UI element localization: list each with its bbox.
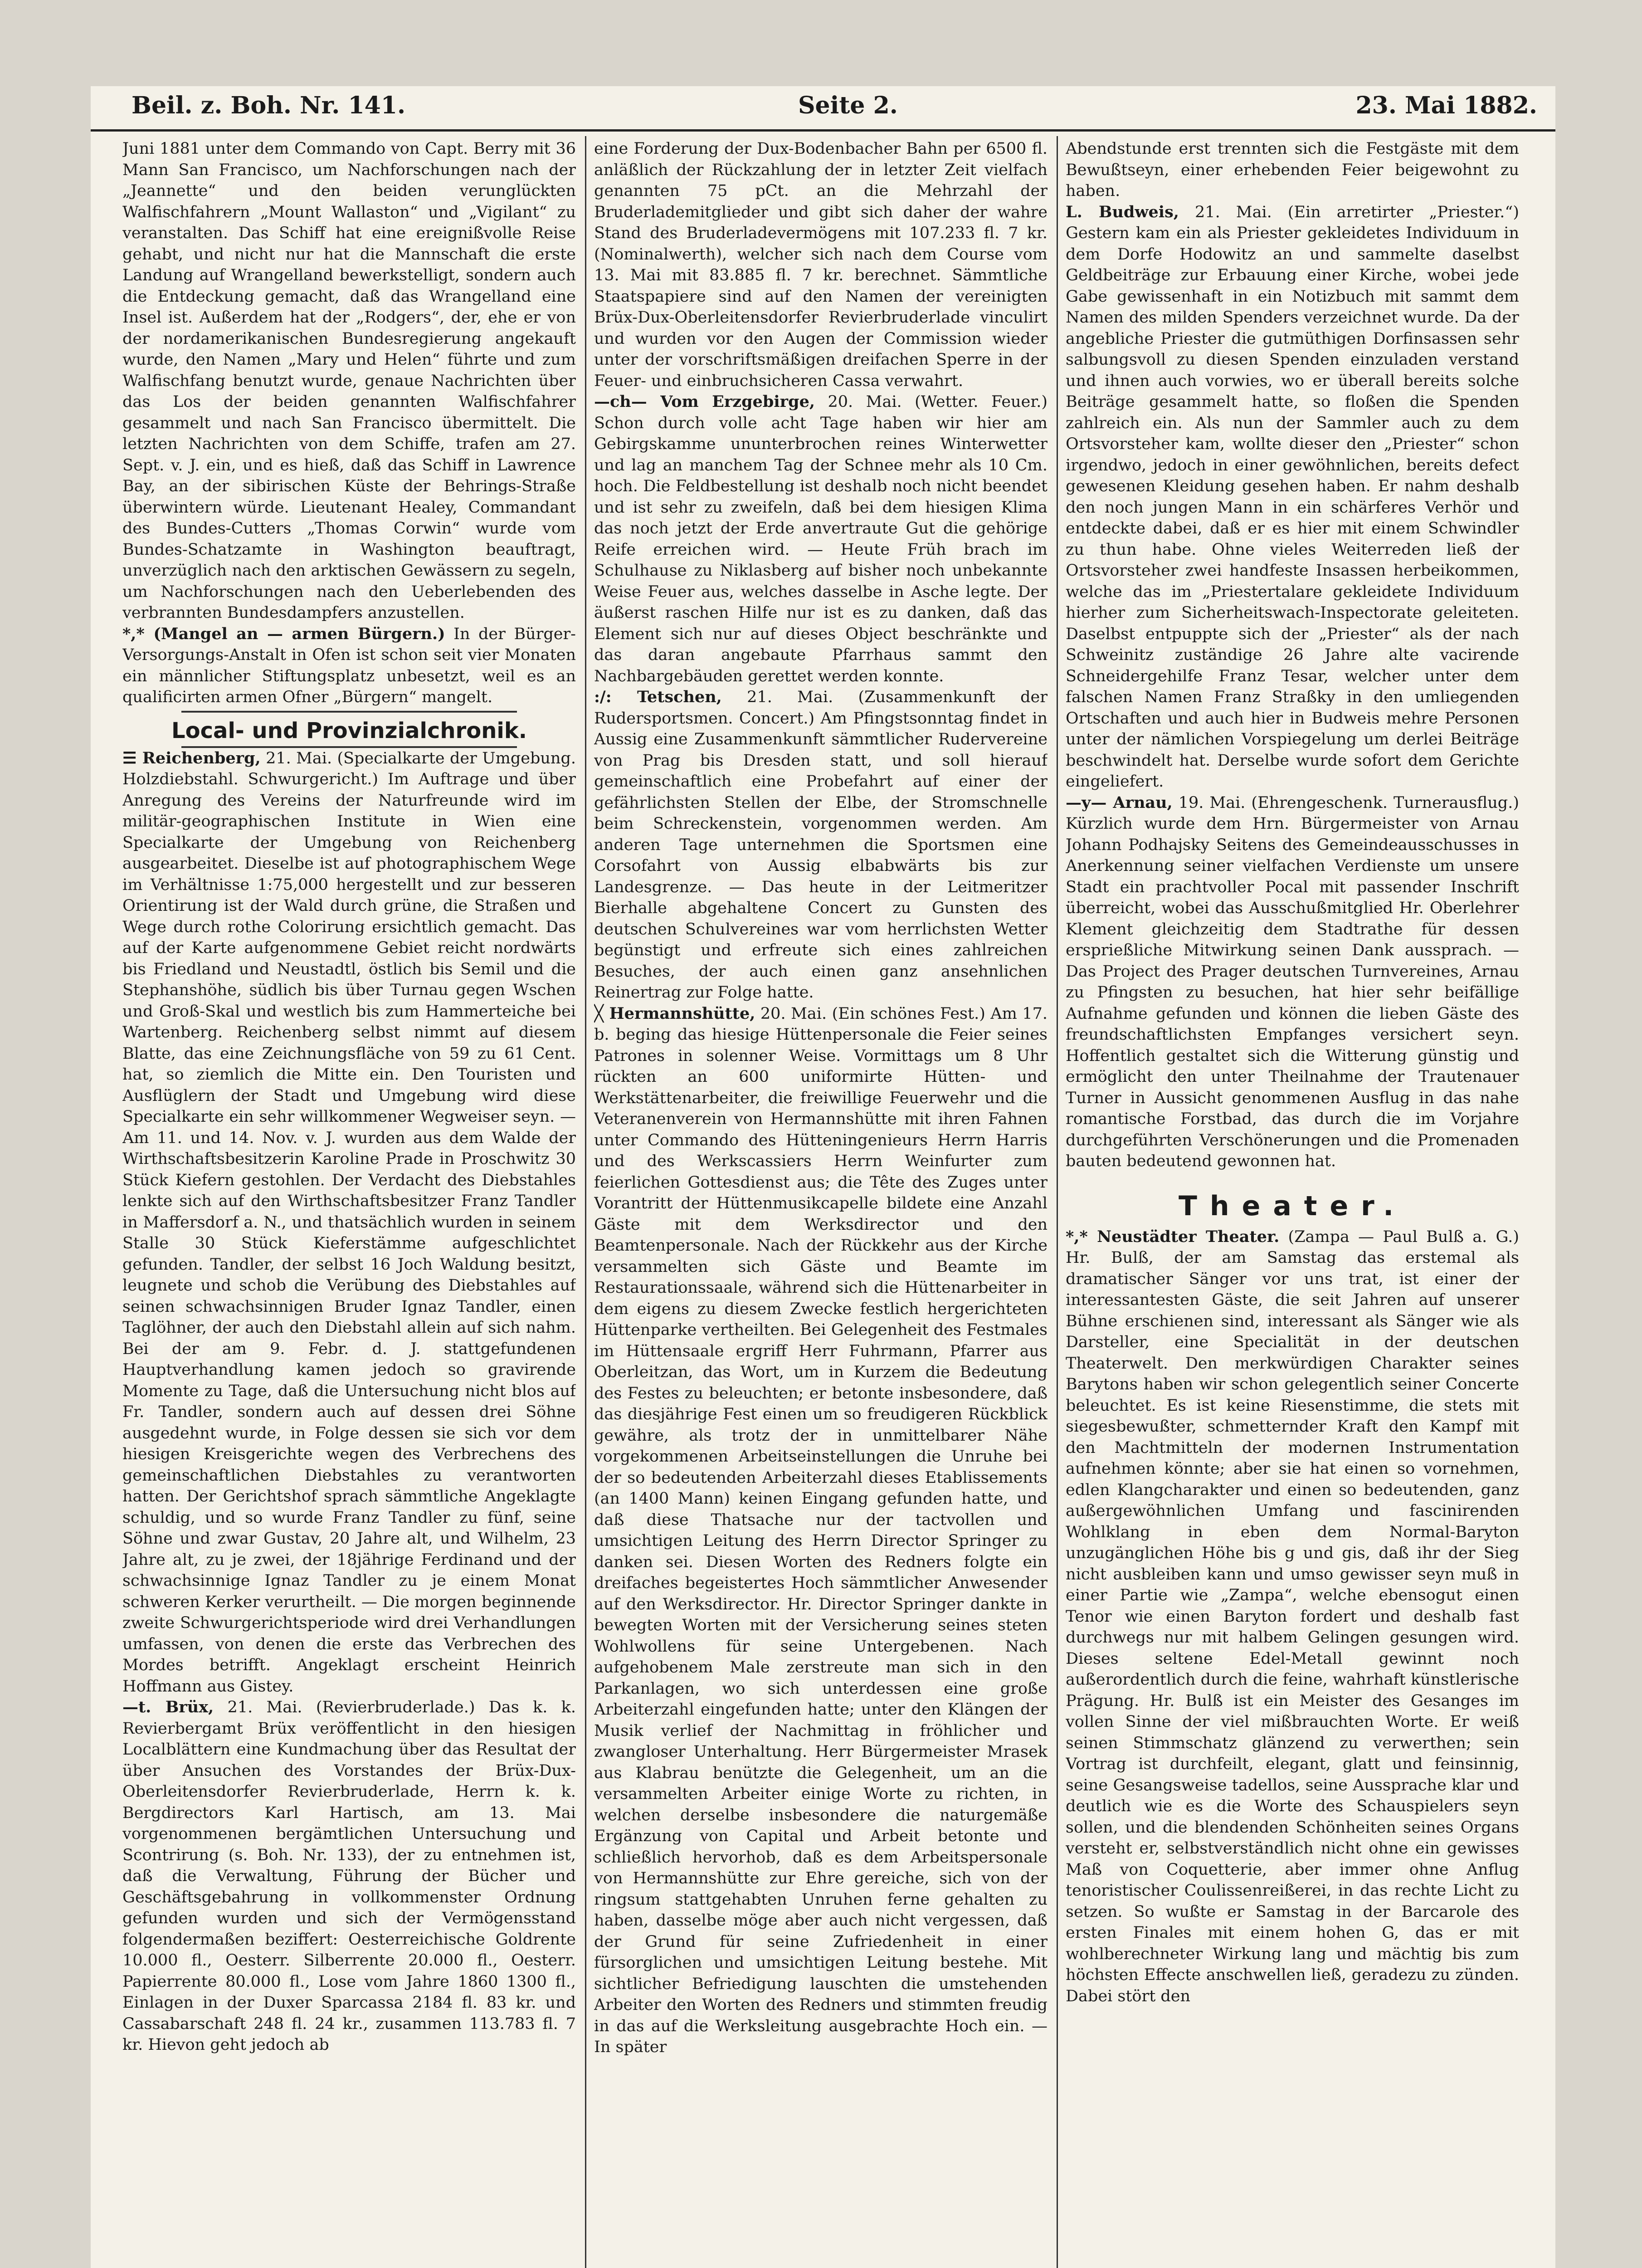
article-paragraph	[122, 624, 576, 708]
article-body: 20. Mai. (Ein schönes Fest.) Am 17. b. beging das hiesige Hüttenpersonale die Feier seines Patrones in solenner Weise. Vormittags um 8 Uhr rückten an 600 uniformirte Hütten- und Werkstättenarbeiter, die freiwillige Feuerwehr und die Veteranenverein von Hermannshütte mit ihren Fahnen unter Commando des Hütteningenieurs Herrn Harris und des Werkscassiers Herrn Weinfurter zum feierlichen Gottesdienst aus; die Tête des Zuges unter Vorantritt der Hüttenmusikcapelle bildete eine Anzahl Gäste mit dem Werksdirector und den Beamtenpersonale. Nach der Rückkehr aus der Kirche versammelten sich Gäste und Beamte im Restaurationssaale, während sich die Hüttenarbeiter in dem eigens zu diesem Zwecke festlich hergerichteten Hüttenparke vertheilten. Bei Gelegenheit des Festmales im Hüttensaale ergriff Herr Fuhrmann, Pfarrer aus Oberleitzan, das Wort, um in Kurzem die Bedeutung des Festes zu beleuchten; er betonte insbesondere, daß das diesjährige Fest einen um so freudigeren Rückblick gewähre, als trotz der in unmittelbarer Nähe vorgekommenen Arbeitseinstellungen die Unruhe bei der so bedeutenden Arbeiterzahl dieses Etablissements (an 1400 Mann) keinen Eingang gefunden hatte, und daß diese Thatsache nur der tactvollen und umsichtigen Leitung des Herrn Director Springer zu danken sei. Diesen Worten des Redners folgte ein dreifaches begeistertes Hoch sämmtlicher Anwesender auf den Werksdirector. Hr. Director Springer dankte in bewegten Worten mit der Versicherung seines steten Wohlwollens für seine Untergebenen. Nach aufgehobenem Male zerstreute man sich in den Parkanlagen, wo sich unterdessen eine große Arbeiterzahl eingefunden hatte; unter den Klängen der Musik verlief der Nachmittag in fröhlicher und zwangloser Unterhaltung. Herr Bürgermeister Mrasek aus Klabrau benützte die Gelegenheit, um an die versammelten Arbeiter einige Worte zu richten, in welchen derselbe insbesondere die naturgemäße Ergänzung von Capital und Arbeit betonte und schließlich hervorhob, daß es dem Arbeitspersonale von Hermannshütte zur Ehre gereiche, sich von der ringsum stattgehabten Unruhen ferne gehalten zu haben, dasselbe möge aber auch nicht vergessen, daß der Grund für seine Zufriedenheit in einer fürsorglichen und umsichtigen Leitung bestehe. Mit sichtlicher Befriedigung lauschten die umstehenden Arbeiter den Worten des Redners und stimmten freudig in das auf die Werksleitung ausgebrachte Hoch ein. — In später	[594, 1004, 1048, 2056]
article-body: (Zampa — Paul Bulß a. G.) Hr. Bulß, der am Samstag das erstemal als dramatischer Sänger vor uns trat, ist einer der interessantesten Gäste, die seit Jahren auf unserer Bühne erschienen sind, interessant als Sänger wie als Darsteller, eine Specialität in der deutschen Theaterwelt. Den merkwürdigen Charakter seines Barytons haben wir schon gelegentlich seiner Concerte beleuchtet. Es ist keine Riesenstimme, die stets mit siegesbewußter, schmetternder Kraft den Kampf mit den Machtmitteln der modernen Instrumentation aufnehmen könnte; aber sie hat einen so vornehmen, edlen Klangcharakter und einen so bedeutenden, ganz außergewöhnlichen Umfang und fascinirenden Wohlklang in eben dem Normal-Baryton unzugänglichen Höhe bis g und gis, daß ihr der Sieg nicht ausbleiben kann und umso gewisser seyn muß in einer Partie wie „Zampa“, welche ebensogut einen Tenor wie einen Baryton fordert und deshalb fast durchwegs nur mit halbem Gelingen gesungen wird. Dieses seltene Edel-Metall gewinnt noch außerordentlich durch die feine, wahrhaft künstlerische Prägung. Hr. Bulß ist ein Meister des Gesanges im vollen Sinne der viel mißbrauchten Worte. Er weiß seinen Stimmschatz glänzend zu verwerthen; sein Vortrag ist durchfeilt, elegant, glatt und feinsinnig, seine Gesangsweise tadellos, seine Aussprache klar und deutlich wie es die Worte des Schauspielers seyn sollen, und die blendenden Schönheiten seines Organs versteht er, selbstverständlich nicht ohne ein gewisses Maß von Coquetterie, aber immer ohne Anflug tenoristischer Coulissenreißerei, in das rechte Licht zu setzen. So wußte er Samstag in der Barcarole des ersten Finales mit einem hohen G, das er mit wohlberechneter Wirkung lang und mächtig bis zum höchsten Effecte anschwellen ließ, geradezu zu zünden. Dabei stört den	[1066, 1227, 1519, 2005]
article-body: 21. Mai. (Ein arretirter „Priester.“) Gestern kam ein als Priester gekleidetes Individuum in dem Dorfe Hodowitz an und sammelte daselbst Geldbeiträge zur Erbauung einer Kirche, wobei jede Gabe gewissenhaft in ein Notizbuch mit sammt dem Namen des milden Spenders verzeichnet wurde. Da der angebliche Priester die gutmüthigen Dorfinsassen sehr salbungsvoll zu diesen Spenden einzuladen verstand und ihnen auch vorwies, wo er überall bereits solche Beiträge gesammelt hatte, so floßen die Spenden zahlreich ein. Als nun der Sammler auch zu dem Ortsvorsteher kam, wollte dieser den „Priester“ schon irgendwo, jedoch in einer gewöhnlichen, bereits defect gewesenen Kleidung gesehen haben. Er nahm deshalb den noch jungen Mann in ein schärferes Verhör und entdeckte dabei, daß er es hier mit einem Schwindler zu thun habe. Ohne vieles Weiterreden ließ der Ortsvorsteher zwei handfeste Insassen herbeikommen, welche das im „Priestertalare gekleidete Individuum hierher zum Sicherheitswach-Inspectorate geleiteten. Daselbst entpuppte sich der „Priester“ als der nach Schweinitz zuständige 26 Jahre alte vacirende Schneidergehilfe Franz Tesar, welcher unter dem falschen Namen Franz Straßky in den umliegenden Ortschaften und auch hier in Budweis mehre Personen unter der nämlichen Vorspiegelung um derlei Beiträge beschwindelt hat. Derselbe wurde sofort dem Gerichte eingeliefert.	[1066, 203, 1519, 791]
article-paragraph	[594, 687, 1048, 1003]
article-body: 19. Mai. (Ehrengeschenk. Turnerausflug.) Kürzlich wurde dem Hrn. Bürgermeister von Arnau Johann Podhajsky Seitens des Gemeindeausschusses in Anerkennung seiner vielfachen Verdienste um unsere Stadt ein prachtvoller Pocal mit passender Inschrift überreicht, wobei das Ausschußmitglied Hr. Oberlehrer Klement gleichzeitig dem Stadtrathe für dessen ersprießliche Mitwirkung seinen Dank aussprach. — Das Project des Prager deutschen Turnvereines, Arnau zu Pfingsten zu besuchen, hat hier sehr beifällige Aufnahme gefunden und können die lieben Gäste des freundschaftlichsten Empfanges versichert seyn. Hoffentlich gestaltet sich die Witterung günstig und ermöglicht den unter Theilnahme der Trautenauer Turner in Aussicht genommenen Ausflug in das nahe romantische Forstbad, das durch die im Vorjahre durchgeführten Verschönerungen und die Promenaden bauten bedeutend gewonnen hat.	[1066, 793, 1519, 1170]
article-lead: *,* (Mangel an — armen Bürgern.)	[122, 624, 445, 643]
article-paragraph: Abendstunde erst trennten sich die Festgäste mit dem Bewußtseyn, einer erhebenden Feier beigewohnt zu haben.	[1066, 140, 1519, 200]
article-body: 21. Mai. (Revierbruderlade.) Das k. k. Revierbergamt Brüx veröffentlicht in den hiesigen Localblättern eine Kundmachung über das Resultat der über Ansuchen des Vorstandes der Brüx-Dux-Oberleitensdorfer Revierbruderlade, Herrn k. k. Bergdirectors Karl Hartisch, am 13. Mai vorgenommenen bergämtlichen Untersuchung und Scontrirung (s. Boh. Nr. 133), der zu entnehmen ist, daß die Verwaltung, Führung der Bücher und Geschäftsgebahrung in vollkommenster Ordnung gefunden wurden und sich der Vermögensstand folgendermaßen beziffert: Oesterreichische Goldrente 10.000 fl., Oesterr. Silberrente 20.000 fl., Oesterr. Papierrente 80.000 fl., Lose vom Jahre 1860 1300 fl., Einlagen in der Duxer Sparcassa 2184 fl. 83 kr. und Cassabarschaft 248 fl. 24 kr., zusammen 113.783 fl. 7 kr. Hievon geht jedoch ab	[122, 1698, 576, 2054]
newspaper-page	[91, 86, 1555, 2268]
article-body: 20. Mai. (Wetter. Feuer.) Schon durch volle acht Tage haben wir hier am Gebirgskamme ununterbrochen reines Winterwetter und lag an manchem Tag der Schnee mehr als 10 Cm. hoch. Die Feldbestellung ist deshalb noch nicht beendet und ist sehr zu zweifeln, daß bei dem hiesigen Klima das noch jetzt der Erde anvertraute Gut die gehörige Reife erreichen wird. — Heute Früh brach im Schulhause zu Niklasberg auf bisher noch unbekannte Weise Feuer aus, welches dasselbe in Asche legte. Der äußerst raschen Hilfe nur ist es zu danken, daß das Element sich nur auf dieses Object beschränkte und das daran angebaute Pfarrhaus sammt den Nachbargebäuden gerettet werden konnte.	[594, 393, 1048, 685]
issue-label: Beil. z. Boh. Nr. 141.	[132, 92, 406, 119]
article-lead: ☰ Reichenberg,	[122, 748, 261, 767]
page-header	[91, 86, 1555, 132]
article-paragraph	[122, 1697, 576, 2056]
article-paragraph	[1066, 1227, 1519, 2007]
column-3	[1066, 138, 1519, 2268]
article-paragraph	[1066, 792, 1519, 1172]
article-lead: —ch— Vom Erzgebirge,	[594, 392, 815, 411]
article-body: In der Bürger-Versorgungs-Anstalt in Ofen ist schon seit vier Monaten ein männlicher Stiftungsplatz unbesetzt, weil es an qualificirten armen Ofner „Bürgern“ mangelt.	[122, 625, 576, 706]
issue-date: 23. Mai 1882.	[1355, 92, 1537, 119]
article-lead: *,* Neustädter Theater.	[1066, 1227, 1280, 1246]
article-paragraph	[594, 391, 1048, 687]
column-2	[594, 138, 1048, 2268]
article-lead: —t. Brüx,	[122, 1698, 214, 1716]
article-lead: ╳ Hermannshütte,	[594, 1004, 755, 1023]
section-title: Theater.	[1178, 1190, 1407, 1222]
article-paragraph	[1066, 202, 1519, 792]
article-lead: :/: Tetschen,	[594, 688, 722, 706]
article-paragraph	[122, 748, 576, 1697]
article-paragraph: Juni 1881 unter dem Commando von Capt. Berry mit 36 Mann San Francisco, um Nachforschungen nach der „Jeannette“ und den beiden verunglückten Walfischfahrern „Mount Wallaston“ und „Vigilant“ zu veranstalten. Das Schiff hat eine ereignißvolle Reise gehabt, und nicht nur hat die Mannschaft die erste Landung auf Wrangelland bewerkstelligt, sondern auch die Entdeckung gemacht, daß das Wrangelland eine Insel ist. Außerdem hat der „Rodgers“, der, ehe er von der nordamerikanischen Bundesregierung angekauft wurde, den Namen „Mary und Helen“ führte und zum Walfischfang benutzt wurde, genaue Nachrichten über das Los der beiden genannten Walfischfahrer gesammelt und nach San Francisco übermittelt. Die letzten Nachrichten von dem Schiffe, trafen am 27. Sept. v. J. ein, und es hieß, daß das Schiff in Lawrence Bay, an der sibirischen Küste der Behrings-Straße überwintern würde. Lieutenant Healey, Commandant des Bundes-Cutters „Thomas Corwin“ wurde vom Bundes-Schatzamte in Washington beauftragt, unverzüglich nach den arktischen Gewässern zu segeln, um Nachforschungen nach den Ueberlebenden des verbrannten Bundesdampfers anzustellen.	[122, 140, 576, 622]
column-rule	[585, 136, 586, 2268]
article-paragraph: eine Forderung der Dux-Bodenbacher Bahn per 6500 fl. anläßlich der Rückzahlung der in letzter Zeit vielfach genannten 75 pCt. an die Mehrzahl der Bruderlademitglieder und gibt sich daher der wahre Stand des Bruderladevermögens mit 107.233 fl. 7 kr. (Nominalwerth), welcher sich nach dem Course vom 13. Mai mit 83.885 fl. 7 kr. berechnet. Sämmtliche Staatspapiere sind auf den Namen der vereinigten Brüx-Dux-Oberleitensdorfer Revierbruderlade vinculirt und wurden vor den Augen der Commission wieder unter der vorschriftsmäßigen dreifachen Sperre in der Feuer- und einbruchsicheren Cassa verwahrt.	[594, 140, 1048, 390]
section-title: Local- und Provinzialchronik.	[171, 718, 527, 743]
article-paragraph	[594, 1003, 1048, 2058]
column-rule	[1057, 136, 1058, 2268]
article-body: 21. Mai. (Zusammenkunft der Rudersportsmen. Concert.) Am Pfingstsonntag findet in Aussig eine Zusammenkunft sämmtlicher Rudervereine von Prag bis Dresden statt, und soll hierauf gemeinschaftlich eine Probefahrt auf einer der gefährlichsten Stellen der Elbe, der Stromschnelle beim Schreckenstein, vorgenommen werden. Am anderen Tage unternehmen die Sportsmen eine Corsofahrt von Aussig elbabwärts bis zur Landesgrenze. — Das heute in der Leitmeritzer Bierhalle abgehaltene Concert zu Gunsten des deutschen Schulvereines war vom herrlichsten Wetter begünstigt und erfreute sich eines zahlreichen Besuches, der auch einen ganz ansehnlichen Reinertrag zur Folge hatte.	[594, 688, 1048, 1002]
article-body: 21. Mai. (Specialkarte der Umgebung. Holzdiebstahl. Schwurgericht.) Im Auftrage und über Anregung des Vereins der Naturfreunde wird im militär-geographischen Institute in Wien eine Specialkarte der Umgebung von Reichenberg ausgearbeitet. Dieselbe ist auf photographischem Wege im Verhältnisse 1:75,000 hergestellt und zur besseren Orientirung ist der Wald durch grüne, die Straßen und Wege durch rothe Colorirung ersichtlich gemacht. Das auf der Karte aufgenommene Gebiet reicht nordwärts bis Friedland und Neustadtl, östlich bis Semil und die Stephanshöhe, südlich bis über Turnau gegen Wschen und Groß-Skal und westlich bis zum Hammerteiche bei Wartenberg. Reichenberg selbst nimmt auf diesem Blatte, das eine Zeichnungsfläche von 59 zu 61 Cent. hat, so ziemlich die Mitte ein. Den Touristen und Ausflüglern der Stadt und Umgebung wird diese Specialkarte ein sehr willkommener Wegweiser seyn. — Am 11. und 14. Nov. v. J. wurden aus dem Walde der Wirthschaftsbesitzerin Karoline Prade in Proschwitz 30 Stück Kiefern gestohlen. Der Verdacht des Diebstahles lenkte sich auf den Wirthschaftsbesitzer Franz Tandler in Maffersdorf a. N., und thatsächlich wurden in seinem Stalle 30 Stück Kieferstämme aufgeschlichtet gefunden. Tandler, der selbst 16 Joch Waldung besitzt, leugnete und schob die Verübung des Diebstahles auf seinen schwachsinnigen Bruder Ignaz Tandler, einen Taglöhner, der auch den Diebstahl allein auf sich nahm. Bei der am 9. Febr. d. J. stattgefundenen Hauptverhandlung kamen jedoch so gravirende Momente zu Tage, daß die Untersuchung nicht blos auf Fr. Tandler, sondern auch auf dessen drei Söhne ausgedehnt wurde, in Folge dessen sie sich vor dem hiesigen Kreisgerichte wegen des Verbrechens des gemeinschaftlichen Diebstahles zu verantworten hatten. Der Gerichtshof sprach sämmtliche Angeklagte schuldig, und so wurde Franz Tandler zu fünf, seine Söhne und zwar Gustav, 20 Jahre alt, und Wilhelm, 23 Jahre alt, zu je zwei, der 18jährige Ferdinand und der schwachsinnige Ignaz Tandler zu je einem Monat schweren Kerker verurtheilt. — Die morgen beginnende zweite Schwurgerichtsperiode wird drei Verhandlungen umfassen, von denen die erste das Verbrechen des Mordes betrifft. Angeklagt erscheint Heinrich Hoffmann aus Gistey.	[122, 749, 576, 1696]
column-1	[122, 138, 576, 2268]
page-number: Seite 2.	[798, 92, 898, 119]
article-lead: L. Budweis,	[1066, 202, 1179, 221]
section-divider	[181, 711, 517, 713]
article-lead: —y— Arnau,	[1066, 793, 1173, 812]
